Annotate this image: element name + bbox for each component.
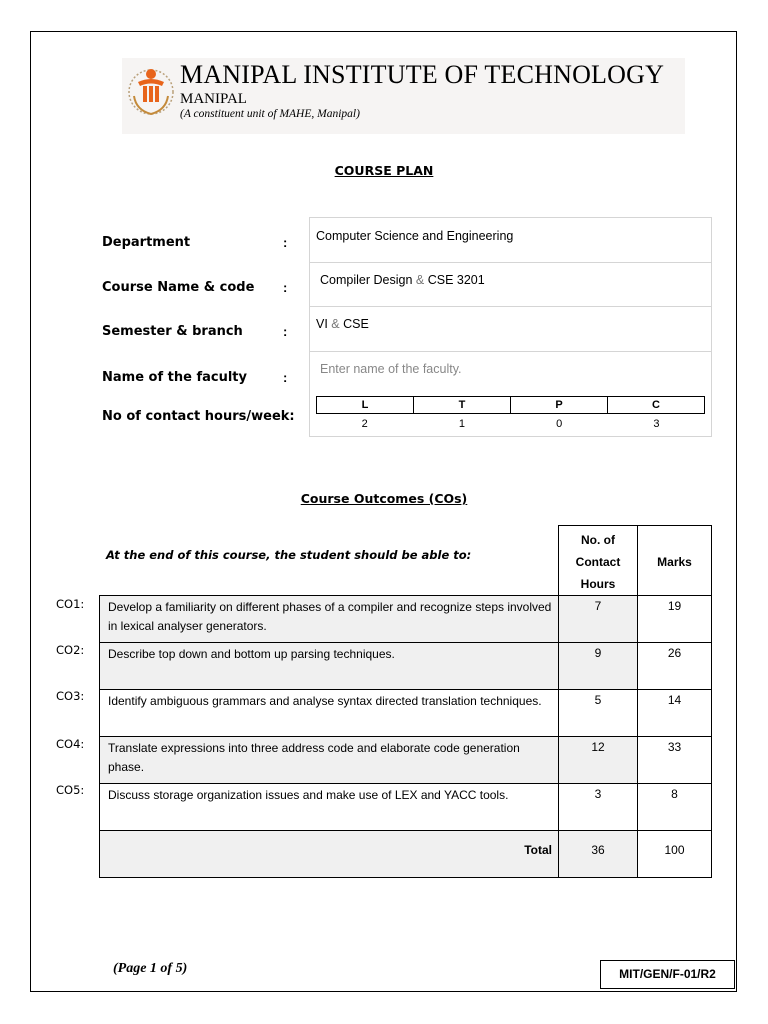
- co-code: CO4:: [56, 737, 85, 751]
- outcome-hours: 9: [559, 643, 638, 690]
- faculty-label: Name of the faculty: [102, 370, 247, 385]
- total-marks: 100: [638, 831, 712, 878]
- ltpc-header-table: [316, 396, 705, 414]
- outcome-marks: 14: [638, 690, 712, 737]
- colon: :: [283, 235, 288, 250]
- outcomes-intro: At the end of this course, the student should be able to:: [106, 548, 472, 562]
- page-number: (Page 1 of 5): [113, 961, 188, 976]
- colon: :: [283, 370, 288, 385]
- outcome-hours: 5: [559, 690, 638, 737]
- department-field[interactable]: [310, 218, 711, 263]
- ltpc-values: [316, 418, 705, 430]
- colon: :: [283, 280, 288, 295]
- outcome-text: Describe top down and bottom up parsing techniques.: [100, 643, 559, 690]
- page-title: COURSE PLAN: [334, 163, 434, 178]
- ltpc-header-l: L: [317, 397, 414, 414]
- course-value: [320, 273, 485, 287]
- separator: &: [331, 317, 340, 331]
- outcome-marks: 26: [638, 643, 712, 690]
- faculty-field[interactable]: [310, 352, 711, 396]
- semester-value: [316, 317, 369, 331]
- contact-hours-label: No of contact hours/week:: [102, 409, 295, 424]
- table-row: [100, 784, 712, 831]
- outcome-marks: 8: [638, 784, 712, 831]
- co-code: CO1:: [56, 597, 85, 611]
- institute-unit-note: (A constituent unit of MAHE, Manipal): [180, 108, 360, 120]
- ltpc-value-t: 1: [458, 418, 465, 430]
- department-label: Department: [102, 235, 191, 250]
- ltpc-header-t: T: [414, 397, 511, 414]
- ltpc-value-l: 2: [361, 418, 368, 430]
- ltpc-value-c: 3: [653, 418, 660, 430]
- colon: :: [283, 324, 288, 339]
- table-row: [100, 643, 712, 690]
- institute-name: MANIPAL INSTITUTE OF TECHNOLOGY: [180, 60, 665, 89]
- course-field[interactable]: [310, 263, 711, 307]
- ltpc-value-p: 0: [556, 418, 563, 430]
- semester-field[interactable]: [310, 307, 711, 352]
- branch: CSE: [343, 317, 369, 331]
- table-row: [100, 737, 712, 784]
- table-row: [100, 596, 712, 643]
- course-name: Compiler Design: [320, 273, 413, 287]
- course-label: Course Name & code: [102, 280, 255, 295]
- outcome-hours: 12: [559, 737, 638, 784]
- separator: &: [415, 273, 425, 287]
- course-code: CSE 3201: [427, 273, 485, 287]
- outcome-text: Translate expressions into three address code and elaborate code generation phase.: [100, 737, 559, 784]
- department-value: Computer Science and Engineering: [316, 229, 514, 243]
- header-contact-hours: No. of Contact Hours: [559, 526, 638, 596]
- mit-logo-icon: [124, 62, 178, 120]
- ltpc-header-c: C: [608, 397, 705, 414]
- semester: VI: [316, 317, 328, 331]
- total-row: [100, 831, 712, 878]
- outcome-hours: 3: [559, 784, 638, 831]
- faculty-placeholder: Enter name of the faculty.: [320, 362, 462, 376]
- outcome-hours: 7: [559, 596, 638, 643]
- outcome-text: Develop a familiarity on different phases of a compiler and recognize steps involved in lexical analyser generators.: [100, 596, 559, 643]
- co-code: CO2:: [56, 643, 85, 657]
- semester-label: Semester & branch: [102, 324, 243, 339]
- header-marks: Marks: [638, 526, 712, 596]
- outcome-text: Discuss storage organization issues and make use of LEX and YACC tools.: [100, 784, 559, 831]
- co-code: CO5:: [56, 783, 85, 797]
- institute-header: [122, 58, 685, 134]
- table-row: [100, 690, 712, 737]
- outcomes-title: Course Outcomes (COs): [300, 491, 468, 506]
- institute-city: MANIPAL: [180, 91, 247, 107]
- outcomes-table: [99, 525, 712, 878]
- total-hours: 36: [559, 831, 638, 878]
- co-code: CO3:: [56, 689, 85, 703]
- outcome-marks: 33: [638, 737, 712, 784]
- ltpc-header-p: P: [511, 397, 608, 414]
- outcome-marks: 19: [638, 596, 712, 643]
- outcome-text: Identify ambiguous grammars and analyse syntax directed translation techniques.: [100, 690, 559, 737]
- document-code: MIT/GEN/F-01/R2: [600, 960, 735, 989]
- total-label: Total: [100, 831, 559, 878]
